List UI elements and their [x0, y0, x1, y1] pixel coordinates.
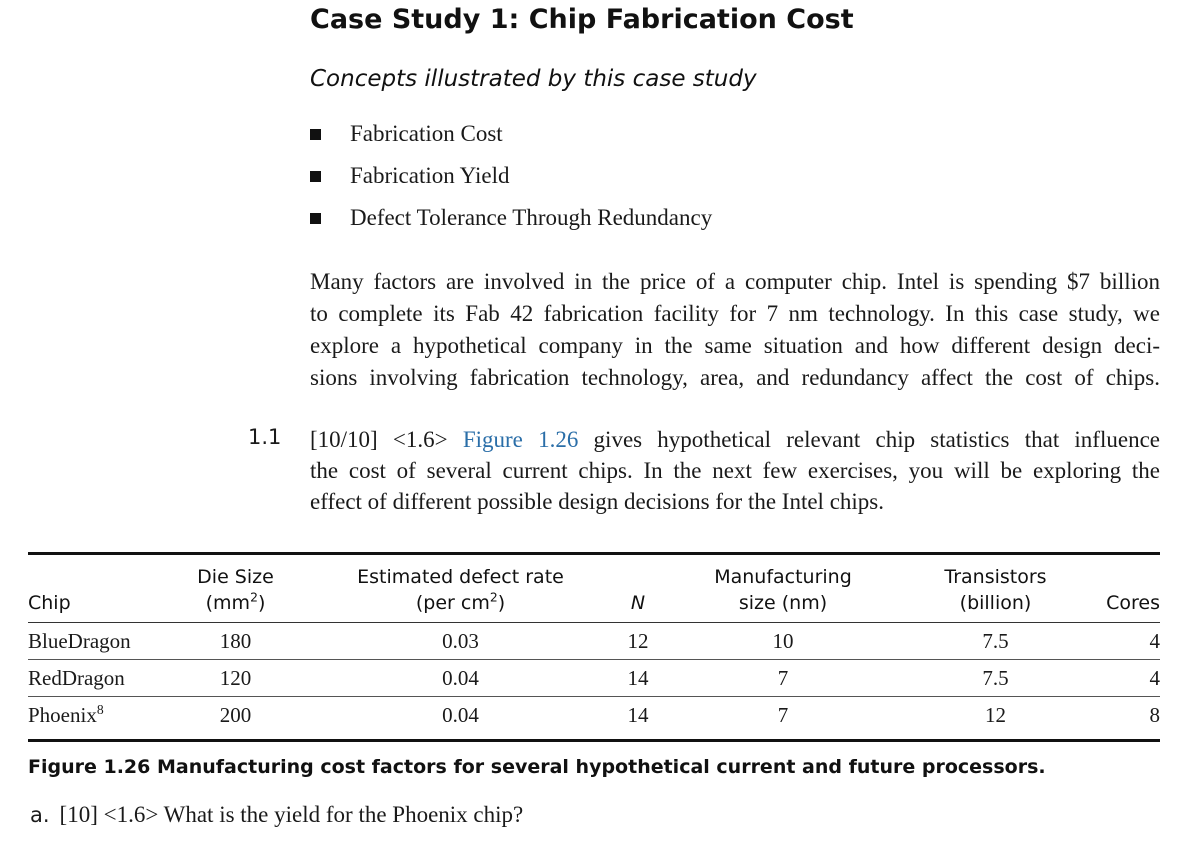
concept-label: Defect Tolerance Through Redundancy [350, 205, 713, 230]
case-study-title: Case Study 1: Chip Fabrication Cost [310, 4, 854, 35]
table-row [28, 623, 1160, 660]
table-bottom-rule [28, 739, 1160, 742]
intro-line: to complete its Fab 42 fabrication facility for 7 nm technology. In this case study, we [310, 301, 1160, 326]
cell-transistors: 7.5 [898, 623, 1093, 660]
cell-n: 14 [608, 660, 668, 697]
table-row [28, 697, 1160, 734]
cell-transistors: 12 [985, 702, 1006, 727]
concept-label: Fabrication Yield [350, 163, 510, 188]
header-manufacturing-size: Manufacturing size (nm) [668, 556, 898, 623]
concept-label: Fabrication Cost [350, 121, 503, 146]
cell-n: 14 [627, 702, 649, 727]
exercise-line [310, 424, 1160, 455]
exercise-text [310, 424, 1160, 517]
cell-die-size: 120 [158, 660, 313, 697]
cell-defect-rate: 0.03 [313, 623, 608, 660]
exercise-line: effect of different possible design decisions for the Intel chips. [310, 489, 884, 514]
bullet-square-icon [310, 171, 321, 182]
figure-link[interactable]: Figure 1.26 [462, 427, 579, 452]
chip-statistics-table [28, 556, 1160, 733]
header-die-size: Die Size $(mm^2)$ [158, 556, 313, 623]
figure-caption: Figure 1.26 Manufacturing cost factors for several hypothetical current and future processors. [28, 756, 1046, 778]
cell-manufacturing-size: 10 [668, 623, 898, 660]
cell-die-size: 200 [219, 702, 252, 727]
header-defect-rate: Estimated defect rate (per $cm^2$) [313, 556, 608, 623]
case-study-subtitle: Concepts illustrated by this case study [310, 66, 757, 92]
intro-line: Many factors are involved in the price of a computer chip. Intel is spending $7 billion [310, 269, 1160, 294]
cell-die-size: 180 [158, 623, 313, 660]
table-top-rule [28, 552, 1160, 555]
header-n: N [608, 556, 668, 623]
exercise-line: the cost of several current chips. In the next few exercises, you will be exploring the [310, 458, 1160, 483]
cell-cores: 4 [1093, 623, 1160, 660]
header-cores: Cores [1093, 556, 1160, 623]
cell-defect-rate: 0.04 [442, 702, 479, 727]
intro-line: explore a hypothetical company in the same situation and how different design deci- [310, 333, 1160, 358]
intro-line: sions involving fabrication technology, area, and redundancy affect the cost of chips. [310, 365, 1160, 390]
cell-manufacturing-size: 7 [777, 702, 789, 727]
exercise-line1-rest: gives hypothetical relevant chip statistics that influence [578, 427, 1160, 452]
cell-chip: BlueDragon [28, 623, 158, 660]
header-chip: Chip [28, 556, 158, 623]
question-text: [10] <1.6> What is the yield for the Phoenix chip? [59, 802, 524, 827]
header-transistors: Transistors (billion) [898, 556, 1093, 623]
table-row [28, 660, 1160, 697]
cell-defect-rate: 0.04 [313, 660, 608, 697]
cell-chip: RedDragon [28, 660, 158, 697]
bullet-square-icon [310, 129, 321, 140]
cell-transistors: 7.5 [898, 660, 1093, 697]
exercise-number: 1.1 [248, 425, 282, 449]
cell-chip: Phoenix$^8$ [28, 701, 104, 727]
cell-cores: 8 [1149, 702, 1160, 727]
exercise-prefix: [10/10] <1.6> [310, 427, 463, 452]
table-header-row [28, 556, 1160, 623]
question-a [30, 802, 523, 828]
question-label: a. [30, 803, 50, 827]
cell-cores: 4 [1093, 660, 1160, 697]
cell-n: 12 [608, 623, 668, 660]
bullet-square-icon [310, 213, 321, 224]
intro-paragraph [310, 266, 1160, 394]
cell-manufacturing-size: 7 [668, 660, 898, 697]
